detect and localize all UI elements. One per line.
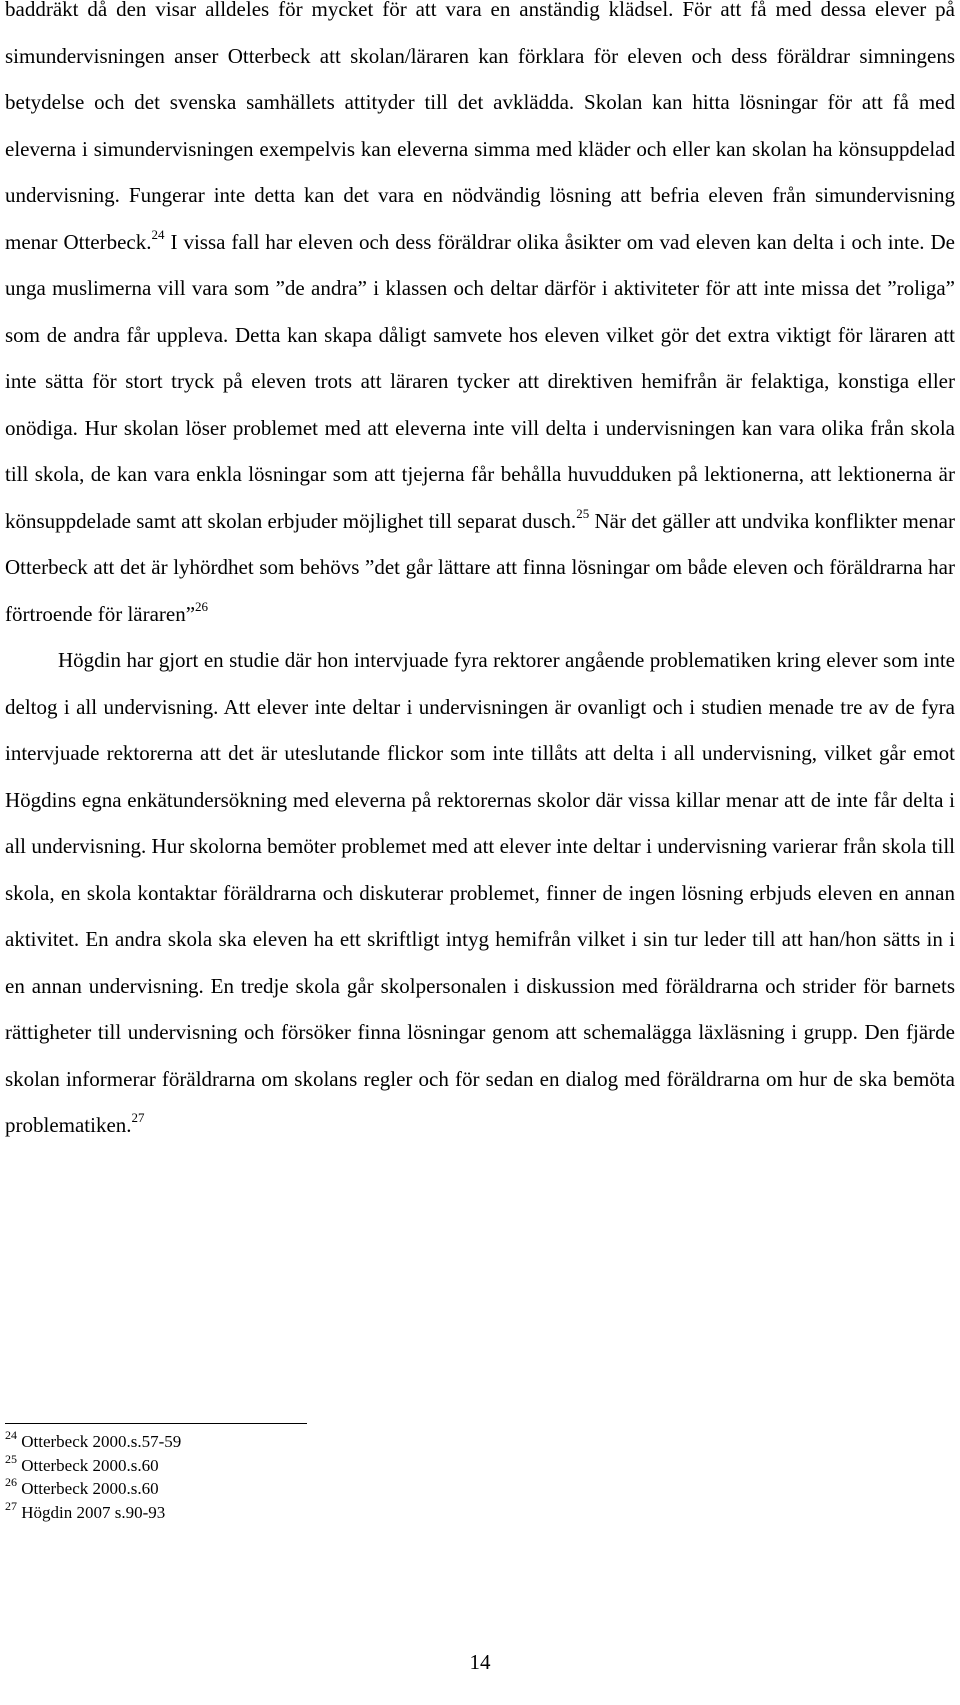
- footnote-number: 24: [5, 1428, 17, 1443]
- footnotes: [5, 1430, 605, 1524]
- footnote-ref-27[interactable]: 27: [131, 1110, 145, 1125]
- body-text: [5, 0, 955, 1149]
- footnote-number: 25: [5, 1451, 17, 1466]
- paragraph-1-text-1: baddräkt då den visar alldeles för mycket för att vara en anständig klädsel. För att få med dessa elever på simundervisningen anser Otterbeck att skolan/läraren kan förklara för eleven och dess föräldrar simningens betydelse och det svenska samhällets attityder till det avklädda. Skolan kan hitta lösningar för att få med eleverna i simundervisningen exempelvis kan eleverna simma med kläder och eller kan skolan ha könsuppdelad undervisning. Fungerar inte detta kan det vara en nödvändig lösning att befria eleven från simundervisning menar Otterbeck.: [5, 0, 955, 254]
- footnote-ref-25[interactable]: 25: [576, 505, 590, 521]
- footnote-text: Högdin 2007 s.90-93: [21, 1502, 166, 1522]
- footnote-text: Otterbeck 2000.s.57-59: [21, 1432, 182, 1451]
- paragraph-2-text-1: Högdin har gjort en studie där hon intervjuade fyra rektorer angående problematiken kring elever som inte deltog i all undervisning. Att elever inte deltar i undervisningen är ovanligt och i studien menade tre av de fyra intervjuade rektorerna att det är uteslutande flickor som inte tillåts att delta i all undervisning, vilket går emot Högdins egna enkätundersökning med eleverna på rektorernas skolor där vissa killar menar att de inte får delta i all undervisning. Hur skolorna bemöter problemet med att elever inte deltar i undervisning varierar från skola till skola, en skola kontaktar föräldrarna och diskuterar problemet, finner de ingen lösning erbjuds eleven en annan aktivitet. En andra skola ska eleven ha ett skriftligt intyg hemifrån vilket i sin tur leder till att han/hon sätts in i en annan undervisning. En tredje skola går skolpersonalen i diskussion med föräldrarna och strider för barnets rättigheter till undervisning och försöker finna lösningar genom att schemalägga läxläsning i grupp. Den fjärde skolan informerar föräldrarna om skolans regler och för sedan en dialog med föräldrarna om hur de ska bemöta problematiken.: [5, 648, 955, 1137]
- paragraph-1-text-2: I vissa fall har eleven och dess föräldrar olika åsikter om vad eleven kan delta i och inte. De unga muslimerna vill vara som ”de andra” i klassen och deltar därför i aktiviteter för att inte missa det ”roliga” som de andra får uppleva. Detta kan skapa dåligt samvete hos eleven vilket gör det extra viktigt för läraren att inte sätta för stort tryck på eleven trots att läraren tycker att direktiven hemifrån är felaktiga, konstiga eller onödiga. Hur skolan löser problemet med att eleverna inte vill delta i undervisningen kan vara olika från skola till skola, de kan vara enkla lösningar som att tjejerna får behålla huvudduken på lektionerna, att lektionerna är könsuppdelade samt att skolan erbjuder möjlighet till separat dusch.: [5, 229, 956, 533]
- footnote-ref-24[interactable]: 24: [151, 226, 165, 242]
- footnote-text: Otterbeck 2000.s.60: [21, 1479, 159, 1498]
- paragraph-1: [5, 0, 955, 637]
- footnote-ref-26[interactable]: 26: [195, 598, 209, 614]
- paragraph-1-text-3: När det gäller att undvika konflikter menar Otterbeck att det är lyhördhet som behövs ”det går lättare att finna lösningar om både eleven och föräldrarna har förtroende för läraren”: [5, 508, 955, 626]
- footnote-27: [5, 1498, 605, 1525]
- footnote-26: [5, 1477, 605, 1501]
- footnote-number: 27: [5, 1498, 17, 1513]
- footnote-25: [5, 1451, 605, 1478]
- document-page: [5, 0, 955, 1705]
- footnote-separator: [5, 1423, 307, 1424]
- footnote-number: 26: [5, 1475, 17, 1490]
- footnote-text: Otterbeck 2000.s.60: [21, 1455, 159, 1475]
- paragraph-2: [5, 637, 955, 1149]
- page-number: 14: [469, 1650, 491, 1674]
- footnote-24: [5, 1430, 605, 1454]
